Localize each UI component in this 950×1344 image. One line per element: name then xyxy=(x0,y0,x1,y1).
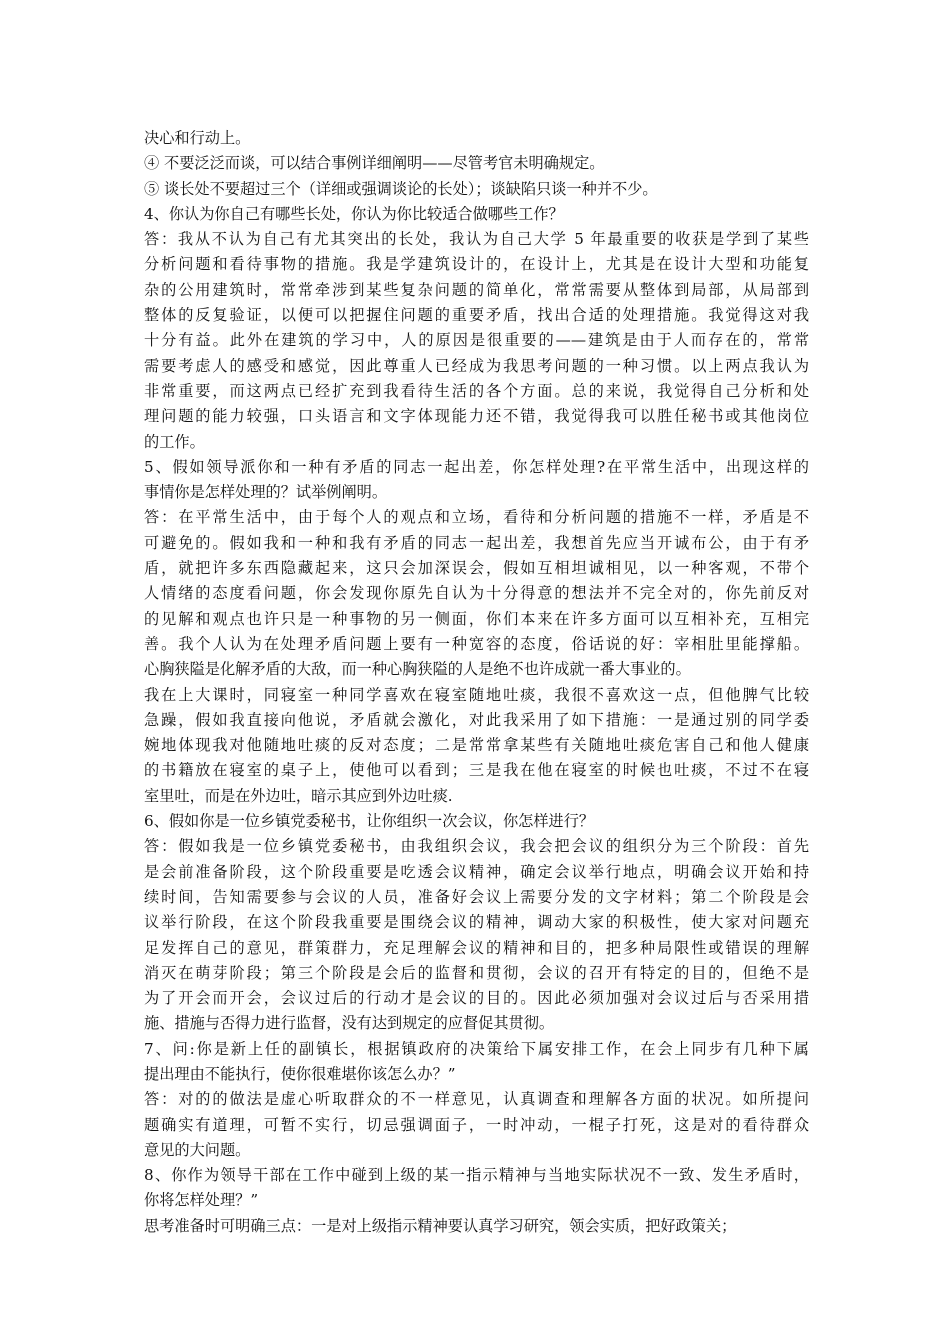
text-line: 整体的反复验证，以便可以把握住问题的重要矛盾，找出合适的处理措施。我觉得这对我 xyxy=(144,306,809,325)
text-line: 7、问:你是新上任的副镇长，根据镇政府的决策给下属安排工作，在会上同步有几种下属 xyxy=(144,1039,809,1058)
text-line: 非常重要，而这两点已经扩充到我看待生活的各个方面。总的来说，我觉得自己分析和处 xyxy=(144,381,809,400)
text-line: ④ 不要泛泛而谈，可以结合事例详细阐明——尽管考官未明确规定。 xyxy=(144,154,605,173)
text-line: ⑤ 谈长处不要超过三个（详细或强调谈论的长处）；谈缺陷只谈一种并不少。 xyxy=(144,179,658,198)
text-line: 答：对的的做法是虚心听取群众的不一样意见，认真调查和理解各方面的状况。如所提问 xyxy=(144,1090,809,1109)
text-line: 意见的大问题。 xyxy=(144,1140,251,1159)
document-body xyxy=(144,126,809,1239)
text-line: 杂的公用建筑时，常常牵涉到某些复杂问题的简单化，常常需要从整体到局部，从局部到 xyxy=(144,280,809,299)
text-line: 人情绪的态度看问题，你会发现你原先自认为十分得意的想法并不完全对的，你先前反对 xyxy=(144,584,809,603)
text-line: 思考准备时可明确三点：一是对上级指示精神要认真学习研究，领会实质，把好政策关； xyxy=(144,1216,737,1235)
text-line: 婉地体现我对他随地吐痰的反对态度；二是常常拿某些有关随地吐痰危害自己和他人健康 xyxy=(144,736,809,755)
text-line: 的工作。 xyxy=(144,432,205,451)
text-line: 事情你是怎样处理的？试举例阐明。 xyxy=(144,483,387,502)
text-line: 6、假如你是一位乡镇党委秘书，让你组织一次会议，你怎样进行？ xyxy=(144,812,595,831)
text-line: 续时间，告知需要参与会议的人员，准备好会议上需要分发的文字材料；第二个阶段是会 xyxy=(144,887,809,906)
text-line: 8、你作为领导干部在工作中碰到上级的某一指示精神与当地实际状况不一致、发生矛盾时， xyxy=(144,1166,809,1185)
text-line: 分析问题和看待事物的措施。我是学建筑设计的，在设计上，尤其是在设计大型和功能复 xyxy=(144,255,809,274)
text-line: 消灭在萌芽阶段；第三个阶段是会后的监督和贯彻，会议的召开有特定的目的，但绝不是 xyxy=(144,963,809,982)
text-line: 心胸狭隘是化解矛盾的大敌，而一种心胸狭隘的人是绝不也许成就一番大事业的。 xyxy=(144,660,691,679)
text-line: 答：我从不认为自己有尤其突出的长处，我认为自己大学 5 年最重要的收获是学到了某些 xyxy=(144,230,809,249)
text-line: 议举行阶段，在这个阶段我重要是围绕会议的精神，调动大家的积极性，使大家对问题充 xyxy=(144,913,809,932)
text-line: 为了开会而开会，会议过后的行动才是会议的目的。因此必须加强对会议过后与否采用措 xyxy=(144,989,809,1008)
text-line: 你将怎样处理？” xyxy=(144,1191,259,1210)
text-line: 答：假如我是一位乡镇党委秘书，由我组织会议，我会把会议的组织分为三个阶段：首先 xyxy=(144,837,809,856)
text-line: 提出理由不能执行，使你很难堪你该怎么办？” xyxy=(144,1064,456,1083)
text-line: 足发挥自己的意见，群策群力，充足理解会议的精神和目的，把多种局限性或错误的理解 xyxy=(144,938,809,957)
text-line: 是会前准备阶段，这个阶段重要是吃透会议精神，确定会议举行地点，明确会议开始和持 xyxy=(144,862,809,881)
text-line: 善。我个人认为在处理矛盾问题上要有一种宽容的态度，俗话说的好：宰相肚里能撑船。 xyxy=(144,634,809,653)
text-line: 我在上大课时，同寝室一种同学喜欢在寝室随地吐痰，我很不喜欢这一点，但他脾气比较 xyxy=(144,685,809,704)
text-line: 需要考虑人的感受和感觉，因此尊重人已经成为我思考问题的一种习惯。以上两点我认为 xyxy=(144,356,809,375)
text-line: 4、你认为你自己有哪些长处，你认为你比较适合做哪些工作？ xyxy=(144,204,564,223)
text-line: 可避免的。假如我和一种和我有矛盾的同志一起出差，我想首先应当开诚布公，由于有矛 xyxy=(144,533,809,552)
text-line: 十分有益。此外在建筑的学习中，人的原因是很重要的——建筑是由于人而存在的，常常 xyxy=(144,331,809,350)
text-line: 的书籍放在寝室的桌子上，使他可以看到；三是我在他在寝室的时候也吐痰，不过不在寝 xyxy=(144,761,809,780)
text-line: 5、假如领导派你和一种有矛盾的同志一起出差，你怎样处理?在平常生活中，出现这样的 xyxy=(144,457,809,476)
text-line: 答：在平常生活中，由于每个人的观点和立场，看待和分析问题的措施不一样，矛盾是不 xyxy=(144,508,809,527)
text-line: 的见解和观点也许只是一种事物的另一侧面，你们本来在许多方面可以互相补充，互相完 xyxy=(144,609,809,628)
text-line: 盾，就把许多东西隐藏起来，这只会加深误会，假如互相坦诚相见，以一种客观，不带个 xyxy=(144,559,809,578)
text-line: 决心和行动上。 xyxy=(144,129,251,147)
text-line: 急躁，假如我直接向他说，矛盾就会激化，对此我采用了如下措施：一是通过别的同学委 xyxy=(144,710,809,729)
text-line: 室里吐，而是在外边吐，暗示其应到外边吐痰. xyxy=(144,786,453,805)
text-line: 理问题的能力较强，口头语言和文字体现能力还不错，我觉得我可以胜任秘书或其他岗位 xyxy=(144,407,809,426)
text-line: 题确实有道理，可暂不实行，切忌强调面子，一时冲动，一棍子打死，这是对的看待群众 xyxy=(144,1115,809,1134)
text-line: 施、措施与否得力进行监督，没有达到规定的应督促其贯彻。 xyxy=(144,1014,555,1033)
